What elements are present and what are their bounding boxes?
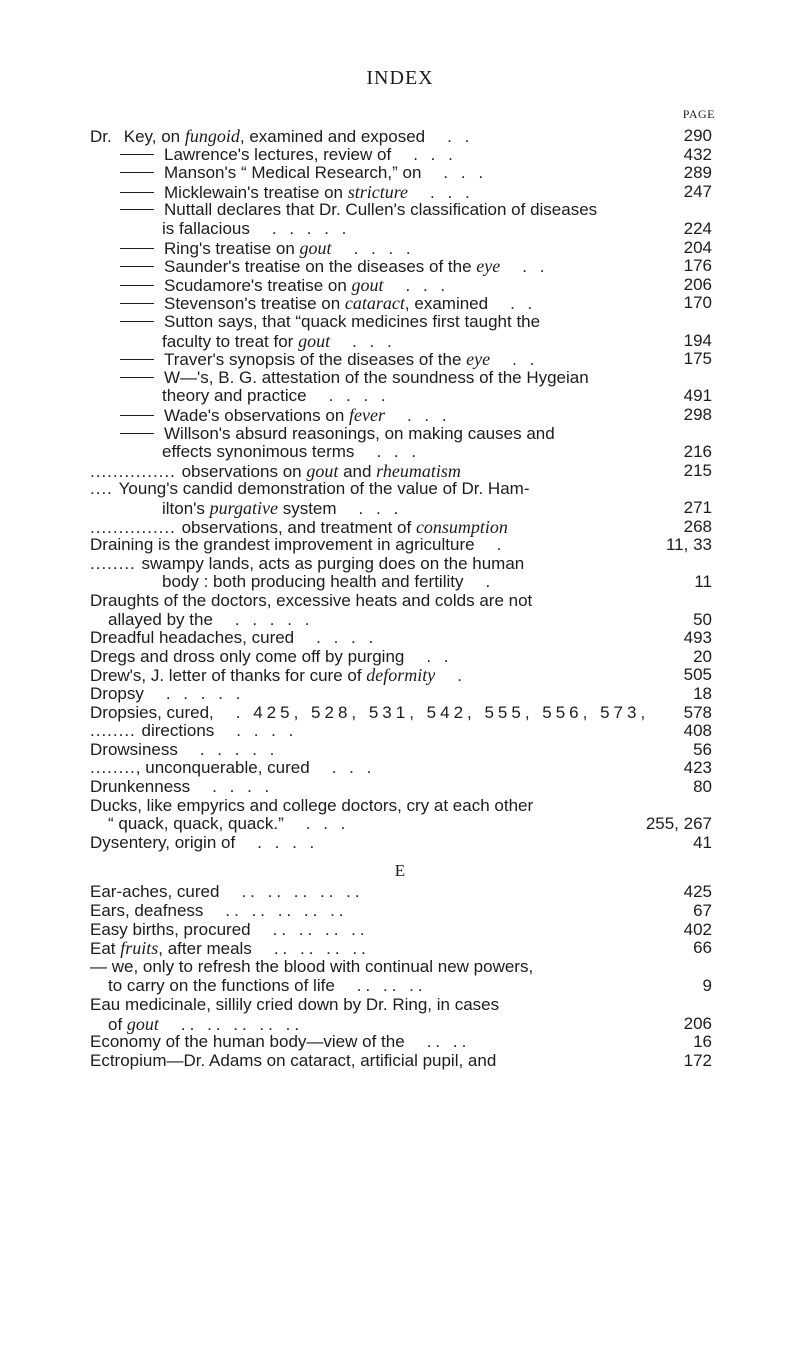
entry-page-number: 172 — [683, 1051, 712, 1071]
entry-text-part: observations on — [181, 461, 307, 481]
ditto-dash — [120, 359, 154, 360]
entry-leader: . . — [512, 350, 539, 370]
entry-leader: . . . . — [257, 832, 319, 852]
entry-text-part: Willson's absurd reasonings, on making causes and — [164, 423, 555, 443]
entry-page-number: 290 — [683, 126, 712, 145]
entry-italic-term: consumption — [415, 516, 508, 537]
entry-leader: . . . — [413, 144, 457, 164]
entry-text-part: to carry on the functions of life — [108, 976, 335, 995]
entry-leader: . . . — [358, 499, 403, 518]
entry-text-part: of — [108, 1014, 127, 1034]
entry-text-part: Ears, deafness — [90, 900, 204, 920]
ditto-dash — [120, 303, 154, 304]
entry-leader: . . . — [430, 182, 474, 202]
entry-page-number: 425 — [683, 882, 712, 901]
entry-page-number: 491 — [683, 386, 712, 406]
entry-page-number: 56 — [693, 739, 712, 759]
entry-italic-term: cataract — [344, 293, 405, 314]
entry-page-number: 247 — [683, 181, 712, 201]
entry-italic-term: fruits — [120, 938, 159, 959]
entry-text-part: and — [338, 461, 377, 481]
entry-text-part: Drunkenness — [90, 777, 191, 796]
entry-leader: . . . — [305, 814, 350, 834]
entry-text-part: effects synonimous terms — [162, 442, 355, 462]
entry-leader: .. .. — [426, 1032, 471, 1052]
entry-leader: .. .. .. .. .. — [241, 882, 364, 901]
entry-text-part: is fallacious — [162, 219, 250, 238]
entry-text-part: system — [277, 499, 337, 518]
entry-text-part: Manson's “ Medical Research,” on — [164, 163, 422, 183]
entry-leader: .. .. .. .. .. — [180, 1014, 304, 1034]
entry-leader: . . . . — [353, 238, 415, 258]
ditto-dash — [120, 154, 154, 155]
entry-text-part: W—'s, B. G. attestation of the soundness of the Hygeian — [164, 367, 589, 387]
entry-page-number: 578 — [683, 702, 712, 722]
entry-page-number: 289 — [683, 163, 712, 183]
entry-leader: . . . — [376, 442, 421, 462]
entry-text-part: Young's candid demonstration of the value of Dr. Ham- — [118, 479, 530, 499]
entry-italic-term: gout — [126, 1013, 159, 1034]
entry-text-part: Sutton says, that “quack medicines first taught the — [164, 312, 541, 331]
ditto-dots: ............... — [90, 517, 182, 537]
entry-leader: . . . . — [328, 386, 390, 406]
entry-text-part: Traver's synopsis of the diseases of the — [164, 350, 467, 370]
entry-leader: . . . — [406, 406, 451, 425]
entry-page-number: 268 — [683, 516, 712, 536]
entry-leader: . . — [447, 127, 474, 146]
entry-italic-term: gout — [298, 330, 331, 351]
entry-text-part: , unconquerable, cured — [135, 758, 310, 778]
ditto-dash — [120, 377, 154, 378]
entry-text-part: body : both producing health and fertility — [162, 572, 464, 592]
entry-text-part: Stevenson's treatise on — [164, 294, 345, 314]
entry-leader: . 425, 528, 531, 542, 555, 556, 573, — [235, 702, 650, 722]
entry-text-part: Saunder's treatise on the diseases of the — [164, 257, 477, 277]
entry-text-part: , after meals — [158, 939, 252, 959]
entry-text-part: Draining is the grandest improvement in agriculture — [90, 535, 475, 555]
entry-text-part: ilton's — [162, 499, 210, 518]
page-column-label: PAGE — [682, 107, 715, 121]
entry-text-part: Lawrence's lectures, review of — [164, 144, 392, 164]
entry-text-part: Drowsiness — [90, 739, 178, 759]
entry-text-part: Dropsy — [90, 684, 144, 703]
entry-leader: . . . — [443, 163, 488, 183]
entry-page-number: 402 — [683, 919, 712, 939]
entry-italic-term: rheumatism — [376, 460, 461, 481]
ditto-dots: ........ — [90, 721, 142, 741]
entry-text-part: allayed by the — [108, 609, 213, 629]
entry-text-part: Ducks, like empyrics and college doctors, cry at each other — [90, 795, 534, 815]
entry-text-part: Eat — [90, 939, 121, 959]
entry-leader: . . . — [331, 758, 376, 778]
entry-text-part: Easy births, procured — [90, 919, 251, 939]
entry-leader: .. .. .. .. — [273, 939, 370, 959]
entry-text-part: Drew's, J. letter of thanks for cure of — [90, 666, 367, 686]
entry-leader: .. .. .. — [356, 976, 427, 995]
entry-leader: . . . . . — [234, 609, 314, 629]
entry-text-part: Dropsies, cured, — [90, 702, 214, 722]
ditto-dash — [120, 285, 154, 286]
entry-leader: . — [485, 572, 495, 592]
entry-page-number: 50 — [693, 609, 712, 629]
entry-text-part: Wade's observations on — [164, 406, 349, 425]
entry-italic-term: eye — [466, 349, 491, 370]
entry-page-number: 175 — [683, 349, 712, 369]
index-entry — [90, 832, 712, 858]
ditto-dash — [120, 209, 154, 210]
entry-page-number: 408 — [683, 721, 712, 741]
entry-text-part: Eau medicinale, sillily cried down by Dr. Ring, in cases — [90, 994, 500, 1014]
entry-page-number: 206 — [683, 1013, 712, 1033]
entry-page-number: 170 — [683, 293, 712, 313]
entry-italic-term: stricture — [347, 181, 409, 202]
entry-page-number: 224 — [683, 219, 712, 238]
entry-text-part: Dregs and dross only come off by purging — [90, 646, 405, 666]
entry-leader: .. .. .. .. — [272, 919, 369, 939]
entry-text-part: Key, on — [123, 127, 185, 146]
entry-leader: . . . . . — [165, 684, 245, 703]
entry-text-part: , examined and exposed — [239, 127, 426, 146]
entry-page-number: 432 — [683, 144, 712, 164]
ditto-dots: ........ — [90, 758, 136, 778]
entry-text-part: faculty to treat for — [162, 331, 299, 351]
entry-text — [90, 1050, 496, 1072]
entry-page-number: 271 — [683, 498, 712, 517]
entry-text-part: Ring's treatise on — [164, 238, 300, 258]
entry-text-part: — we, only to refresh the blood with continual new powers, — [90, 957, 534, 977]
entry-page-number: 176 — [683, 256, 712, 276]
entry-text-part: observations, and treatment of — [181, 517, 416, 537]
entry-text-part: Economy of the human body—view of the — [90, 1032, 405, 1052]
ditto-dash — [120, 433, 154, 434]
entry-page-number: 194 — [683, 330, 712, 350]
entry-leader: . . — [522, 257, 549, 277]
entry-italic-term: gout — [299, 237, 332, 258]
entry-page-number: 255, 267 — [645, 814, 712, 834]
entry-prefix: Dr. — [90, 127, 112, 146]
ditto-dash — [120, 415, 154, 416]
entry-page-number: 206 — [683, 274, 712, 294]
entry-leader: . . . . . — [199, 739, 279, 759]
entry-text-part: theory and practice — [162, 386, 307, 406]
entry-leader: . — [457, 666, 467, 686]
entry-text — [90, 832, 318, 854]
entry-leader: .. .. .. .. .. — [225, 900, 348, 920]
ditto-dash — [120, 266, 154, 267]
entry-text-part: “ quack, quack, quack.” — [108, 814, 284, 834]
entry-leader: . . . — [352, 331, 396, 351]
entry-italic-term: fever — [349, 405, 385, 425]
entry-page-number: 493 — [683, 628, 712, 648]
entry-text-part: Scudamore's treatise on — [164, 275, 352, 295]
entry-page-number: 215 — [683, 460, 712, 480]
ditto-dash — [120, 172, 154, 173]
entry-page-number: 41 — [693, 832, 712, 852]
entry-page-number: 18 — [693, 684, 712, 703]
entry-text-part: Ectropium—Dr. Adams on cataract, artificial pupil, and — [90, 1051, 497, 1071]
ditto-dots: ............... — [90, 461, 182, 481]
ditto-dash — [120, 248, 154, 249]
entry-page-number: 11, 33 — [665, 535, 712, 555]
entry-leader: . . . . . — [271, 219, 351, 238]
page-title: INDEX — [366, 67, 434, 89]
entry-leader: . . . . — [236, 721, 298, 741]
ditto-dots: ........ — [90, 553, 142, 573]
entry-page-number: 204 — [683, 237, 712, 257]
entry-text-part: swampy lands, acts as purging does on the human — [141, 553, 525, 573]
entry-leader: . . . . — [212, 777, 274, 796]
entry-text-part: Draughts of the doctors, excessive heats and colds are not — [90, 591, 533, 610]
entry-text-part: Dysentery, origin of — [90, 832, 236, 852]
entry-page-number: 67 — [693, 900, 712, 920]
ditto-dots: .... — [90, 479, 119, 499]
entry-page-number: 505 — [683, 665, 712, 685]
entry-page-number: 216 — [683, 442, 712, 462]
entry-text-part: Nuttall declares that Dr. Cullen's classification of diseases — [164, 200, 598, 220]
entry-page-number: 11 — [694, 572, 712, 592]
entry-page-number: 298 — [683, 405, 712, 424]
entry-leader: . . — [510, 294, 537, 314]
entry-italic-term: fungoid — [184, 126, 240, 146]
entry-page-number: 423 — [683, 758, 712, 778]
entry-text-part: directions — [141, 721, 215, 741]
entry-leader: . . . . — [316, 628, 378, 648]
entry-text-part: Dreadful headaches, cured — [90, 628, 295, 648]
entry-italic-term: deformity — [366, 665, 436, 686]
entry-italic-term: gout — [306, 460, 339, 481]
section-letter-e: E — [394, 861, 406, 880]
ditto-dash — [120, 192, 154, 193]
entry-text-part: Micklewain's treatise on — [164, 182, 348, 202]
entry-page-number: 20 — [693, 646, 712, 666]
entry-italic-term: eye — [476, 256, 501, 277]
entry-text-part: , examined — [404, 294, 489, 314]
entry-page-number: 16 — [693, 1032, 712, 1052]
entry-leader: . . . — [405, 275, 450, 295]
index-entry — [90, 1050, 712, 1076]
entry-italic-term: gout — [351, 274, 384, 295]
entry-leader: . . — [426, 646, 453, 666]
entry-text-part: Ear-aches, cured — [90, 882, 220, 901]
ditto-dash — [120, 321, 154, 322]
entry-italic-term: purgative — [209, 498, 278, 518]
entry-page-number: 9 — [702, 976, 712, 995]
entry-page-number: 80 — [693, 777, 712, 796]
entry-page-number: 66 — [693, 938, 712, 958]
entry-leader: . — [496, 535, 506, 555]
